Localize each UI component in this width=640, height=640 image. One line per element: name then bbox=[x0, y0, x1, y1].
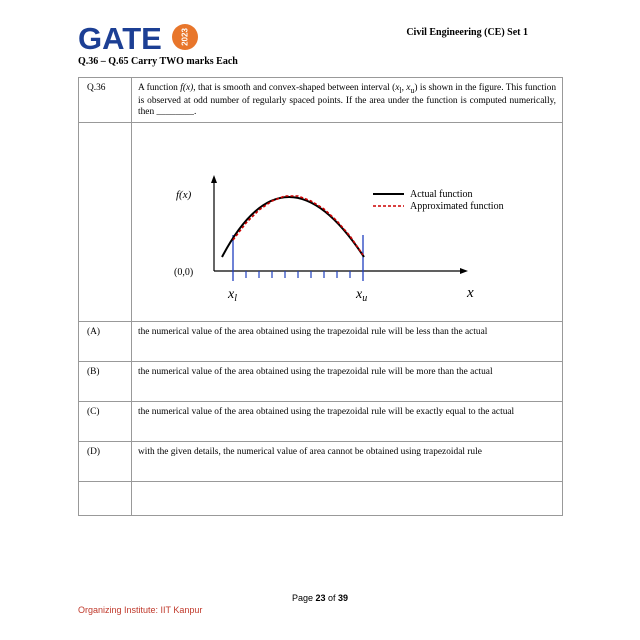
stem-xu: x bbox=[406, 83, 411, 93]
figure-label-cell bbox=[79, 123, 132, 322]
option-row-b bbox=[79, 362, 563, 402]
option-c-text: the numerical value of the area obtained using the trapezoidal rule will be exactly equal to the actual bbox=[132, 402, 563, 442]
stem-xu-sub: u bbox=[410, 85, 415, 95]
option-b-label: (B) bbox=[79, 362, 132, 402]
option-b-text: the numerical value of the area obtained using the trapezoidal rule will be more than the actual bbox=[132, 362, 563, 402]
page-current: 23 bbox=[315, 593, 326, 603]
page-number bbox=[0, 593, 640, 603]
function-figure bbox=[132, 123, 572, 316]
approximated-function-curve bbox=[233, 196, 363, 255]
option-row-a bbox=[79, 322, 563, 362]
question-table bbox=[78, 77, 563, 516]
legend-actual-label: Actual function bbox=[410, 189, 473, 200]
organizer-text: Organizing Institute: IIT Kanpur bbox=[78, 605, 203, 615]
xu-label bbox=[355, 287, 367, 304]
page-of: of bbox=[325, 593, 339, 603]
logo-year: 2023 bbox=[180, 28, 190, 46]
question-row bbox=[79, 78, 563, 123]
stem-part-b: , that is smooth and convex-shaped between interval ( bbox=[193, 83, 396, 93]
logo-text: GATE bbox=[78, 21, 162, 56]
origin-label: (0,0) bbox=[174, 267, 194, 278]
xu-label-main: x bbox=[356, 287, 363, 302]
paper-title: Civil Engineering (CE) Set 1 bbox=[406, 27, 528, 38]
section-heading: Q.36 – Q.65 Carry TWO marks Each bbox=[78, 56, 238, 67]
legend-approx-label: Approximated function bbox=[410, 201, 504, 212]
xu-label-sub: u bbox=[362, 293, 368, 304]
stem-xl-sub: l bbox=[399, 85, 402, 95]
x-axis-label: x bbox=[467, 285, 474, 301]
option-row-d bbox=[79, 442, 563, 482]
gate-logo bbox=[78, 20, 198, 56]
option-d-text: with the given details, the numerical value of area cannot be obtained using trapezoidal rule bbox=[132, 442, 563, 482]
y-axis-label: f(x) bbox=[176, 189, 192, 201]
empty-cell-left bbox=[79, 482, 132, 516]
sample-point-ticks bbox=[246, 271, 350, 278]
xl-label bbox=[227, 287, 237, 304]
stem-xl: x bbox=[395, 83, 400, 93]
option-row-c bbox=[79, 402, 563, 442]
option-c-label: (C) bbox=[79, 402, 132, 442]
figure-cell bbox=[132, 123, 563, 322]
stem-part-a: A function bbox=[138, 83, 181, 93]
stem-part-c: ) is shown in the figure. This function is observed at odd number of regularly spaced points. If the area under the function is computed numerically, then ________. bbox=[138, 83, 557, 117]
empty-row bbox=[79, 482, 563, 516]
x-axis-arrow bbox=[460, 268, 468, 274]
y-axis-arrow bbox=[211, 175, 217, 183]
option-a-text: the numerical value of the area obtained using the trapezoidal rule will be less than the actual bbox=[132, 322, 563, 362]
option-d-label: (D) bbox=[79, 442, 132, 482]
question-number: Q.36 bbox=[79, 78, 132, 123]
page-total: 39 bbox=[338, 593, 349, 603]
page-prefix: Page bbox=[291, 593, 316, 603]
figure-row bbox=[79, 123, 563, 322]
xl-label-sub: l bbox=[234, 293, 237, 304]
stem-fx: f(x) bbox=[180, 83, 194, 93]
stem-sep: , bbox=[401, 83, 407, 93]
xl-label-main: x bbox=[228, 287, 235, 302]
option-a-label: (A) bbox=[79, 322, 132, 362]
question-stem bbox=[132, 78, 563, 123]
empty-cell-right bbox=[132, 482, 563, 516]
